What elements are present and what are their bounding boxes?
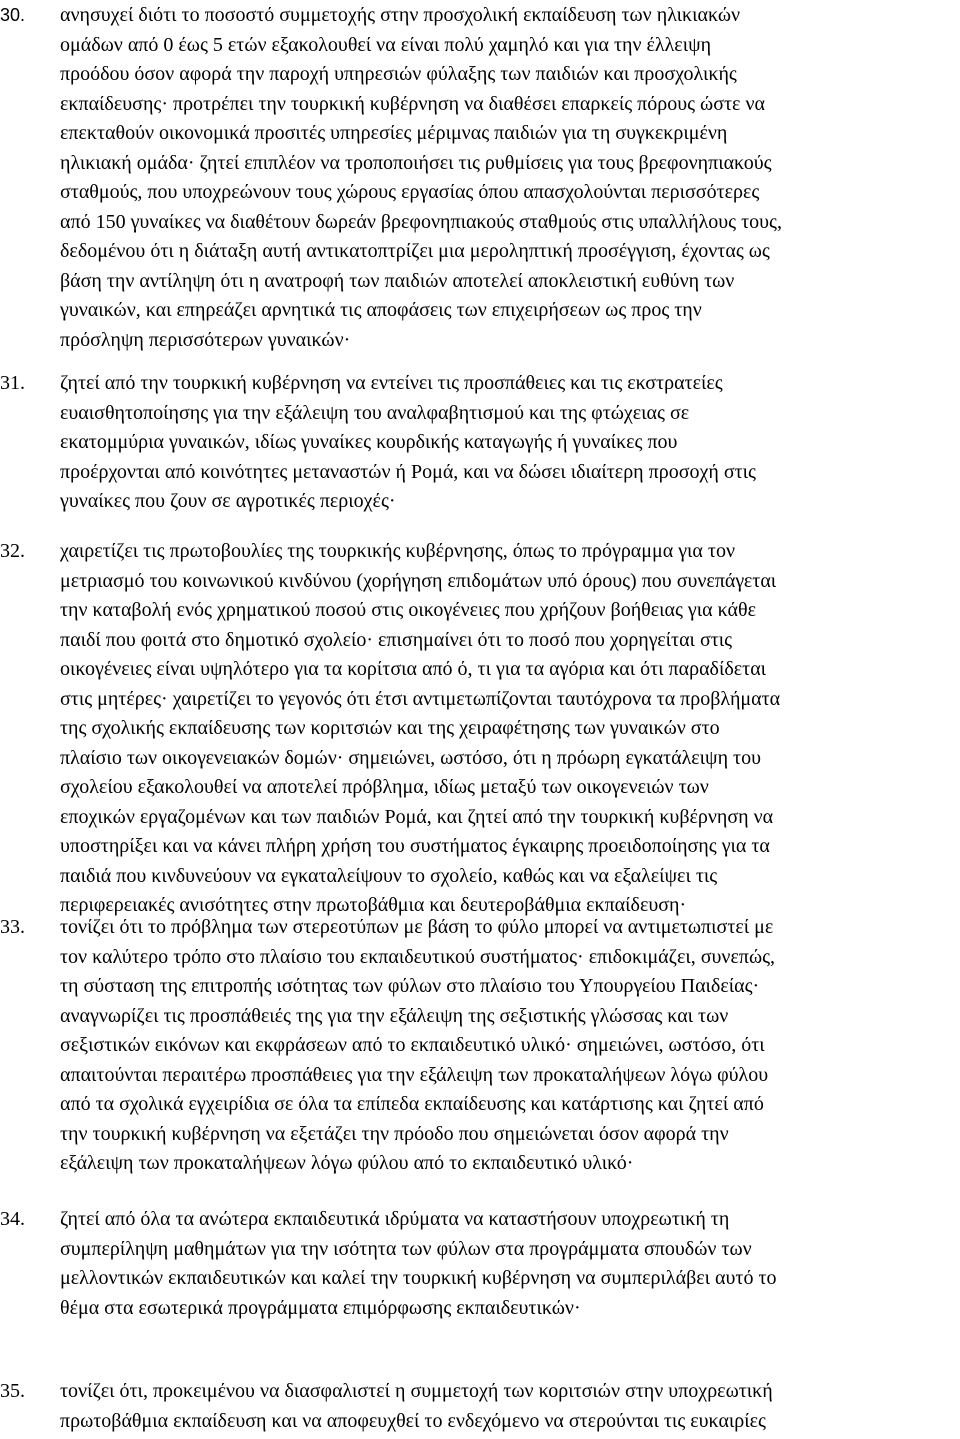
paragraph-32 [0, 536, 960, 924]
paragraph-31 [0, 368, 960, 520]
paragraph-number: 35. [0, 1380, 25, 1402]
paragraph-text-line: θέμα στα εσωτερικά προγράμματα επιμόρφωσης εκπαιδευτικών· [60, 1296, 581, 1319]
paragraph-text-line: την καταβολή ενός χρηματικού ποσού στις οικογένειες που χρήζουν βοήθειας για κάθε [60, 599, 756, 621]
paragraph-text-line: μελλοντικών εκπαιδευτικών και καλεί την τουρκική κυβέρνηση να συμπεριλάβει αυτό το [60, 1267, 777, 1289]
paragraph-number: 30. [0, 5, 26, 25]
paragraph-text-line: από τα σχολικά εγχειρίδια σε όλα τα επίπεδα εκπαίδευσης και κατάρτισης και ζητεί από [60, 1093, 764, 1115]
paragraph-34 [0, 1204, 960, 1326]
paragraph-number: 32. [0, 540, 25, 562]
paragraph-text-line: παιδιά που κινδυνεύουν να εγκαταλείψουν το σχολείο, καθώς και να εξαλείψει τις [60, 864, 718, 887]
paragraph-text-line: παιδί που φοιτά στο δημοτικό σχολείο· επισημαίνει ότι το ποσό που χορηγείται στις [60, 628, 733, 651]
paragraph-text-line: υποστηρίξει και να κάνει πλήρη χρήση του συστήματος έγκαιρης προειδοποίησης για τα [60, 835, 770, 857]
paragraph-text-line: ευαισθητοποίησης για την εξάλειψη του αναλφαβητισμού και της φτώχειας σε [60, 401, 690, 424]
paragraph-text-line: στις μητέρες· χαιρετίζει το γεγονός ότι έτσι αντιμετωπίζονται ταυτόχρονα τα προβλήματα [60, 687, 781, 710]
paragraph-text-line: γυναικών, και επηρεάζει αρνητικά τις αποφάσεις των επιχειρήσεων ως προς την [60, 299, 702, 321]
paragraph-text-line: μετριασμό του κοινωνικού κινδύνου (χορήγηση επιδομάτων υπό όρους) που συνεπάγεται [60, 569, 777, 592]
paragraph-text-line: πρωτοβάθμια εκπαίδευση και να αποφευχθεί το ενδεχόμενο να στερούνται τις ευκαιρίες [60, 1409, 766, 1432]
paragraph-text-line: ζητεί από την τουρκική κυβέρνηση να εντείνει τις προσπάθειες και τις εκστρατείες [60, 372, 723, 394]
paragraph-text-line: της σχολικής εκπαίδευσης των κοριτσιών και της χειραφέτησης των γυναικών στο [60, 717, 720, 739]
paragraph-text-line: χαιρετίζει τις πρωτοβουλίες της τουρκικής κυβέρνησης, όπως το πρόγραμμα για τον [60, 540, 735, 562]
paragraph-text-line: προέρχονται από κοινότητες μεταναστών ή Ρομά, και να δώσει ιδιαίτερη προσοχή στις [60, 460, 756, 483]
paragraph-text-line: απαιτούνται περαιτέρω προσπάθειες για την εξάλειψη των προκαταλήψεων λόγω φύλου [60, 1063, 769, 1086]
paragraph-text-line: την τουρκική κυβέρνηση να εξετάζει την πρόοδο που σημειώνεται όσον αφορά την [60, 1122, 729, 1145]
paragraph-number: 31. [0, 372, 25, 394]
paragraph-text-line: επεκταθούν οικονομικά προσιτές υπηρεσίες μέριμνας παιδιών για τη συγκεκριμένη [60, 122, 728, 144]
paragraph-text-line: πρόσληψη περισσότερων γυναικών· [60, 328, 351, 351]
paragraph-text-line: σχολείου εξακολουθεί να αποτελεί πρόβλημα, ιδίως μεταξύ των οικογενειών των [60, 776, 709, 798]
paragraph-text-line: ηλικιακή ομάδα· ζητεί επιπλέον να τροποποιήσει τις ρυθμίσεις για τους βρεφονηπιακούς [60, 151, 772, 174]
paragraph-text-line: εξάλειψη των προκαταλήψεων λόγω φύλου από το εκπαιδευτικό υλικό· [60, 1152, 634, 1174]
paragraph-35 [0, 1376, 960, 1439]
paragraph-text-line: τονίζει ότι, προκειμένου να διασφαλιστεί η συμμετοχή των κοριτσιών στην υποχρεωτική [60, 1380, 773, 1402]
paragraph-text-line: σεξιστικών εικόνων και εκφράσεων από το εκπαιδευτικό υλικό· σημειώνει, ωστόσο, ότι [60, 1034, 765, 1056]
paragraph-text-line: περιφερειακές ανισότητες στην πρωτοβάθμια και δευτεροβάθμια εκπαίδευση· [60, 894, 687, 916]
paragraph-text-line: ζητεί από όλα τα ανώτερα εκπαιδευτικά ιδρύματα να καταστήσουν υποχρεωτική τη [60, 1208, 730, 1230]
paragraph-text-line: από 150 γυναίκες να διαθέτουν δωρεάν βρεφονηπιακούς σταθμούς στις υπαλλήλους τους, [60, 210, 782, 233]
paragraph-text-line: δεδομένου ότι η διάταξη αυτή αντικατοπτρίζει μια μεροληπτική προσέγγιση, έχοντας ως [60, 240, 770, 262]
paragraph-text-line: οικογένειες είναι υψηλότερο για τα κορίτσια από ό, τι για τα αγόρια και ότι παραδίδεται [60, 658, 767, 680]
paragraph-text-line: ομάδων από 0 έως 5 ετών εξακολουθεί να είναι πολύ χαμηλό και για την έλλειψη [60, 33, 712, 56]
paragraph-text-line: εποχικών εργαζομένων και των παιδιών Ρομά, και ζητεί από την τουρκική κυβέρνηση να [60, 805, 774, 828]
paragraph-text-line: τονίζει ότι το πρόβλημα των στερεοτύπων με βάση το φύλο μπορεί να αντιμετωπιστεί με [60, 916, 774, 938]
paragraph-text-line: ανησυχεί διότι το ποσοστό συμμετοχής στην προσχολική εκπαίδευση των ηλικιακών [60, 4, 741, 26]
paragraph-text-line: εκπαίδευσης· προτρέπει την τουρκική κυβέρνηση να διαθέσει επαρκείς πόρους ώστε να [60, 92, 765, 115]
paragraph-text-line: γυναίκες που ζουν σε αγροτικές περιοχές· [60, 490, 396, 512]
paragraph-text-line: βάση την αντίληψη ότι η ανατροφή των παιδιών αποτελεί αποκλειστική ευθύνη των [60, 269, 735, 292]
paragraph-30 [0, 0, 960, 358]
paragraph-33 [0, 912, 960, 1182]
paragraph-text-line: αναγνωρίζει τις προσπάθειές της για την εξάλειψη της σεξιστικής γλώσσας και των [60, 1004, 729, 1027]
paragraph-text-line: τον καλύτερο τρόπο στο πλαίσιο του εκπαιδευτικού συστήματος· επιδοκιμάζει, συνεπώς, [60, 945, 776, 968]
paragraph-number: 33. [0, 916, 25, 938]
paragraph-text-line: συμπερίληψη μαθημάτων για την ισότητα των φύλων στα προγράμματα σπουδών των [60, 1237, 752, 1260]
paragraph-text-line: προόδου όσον αφορά την παροχή υπηρεσιών φύλαξης των παιδιών και προσχολικής [60, 63, 737, 85]
paragraph-text-line: σταθμούς, που υποχρεώνουν τους χώρους εργασίας όπου απασχολούνται περισσότερες [60, 181, 760, 203]
paragraph-number: 34. [0, 1208, 25, 1230]
paragraph-text-line: τη σύσταση της επιτροπής ισότητας των φύλων στο πλαίσιο του Υπουργείου Παιδείας· [60, 975, 760, 997]
paragraph-text-line: πλαίσιο των οικογενειακών δομών· σημειώνει, ωστόσο, ότι η πρόωρη εγκατάλειψη του [60, 746, 761, 769]
paragraph-text-line: εκατομμύρια γυναικών, ιδίως γυναίκες κουρδικής καταγωγής ή γυναίκες που [60, 431, 678, 453]
